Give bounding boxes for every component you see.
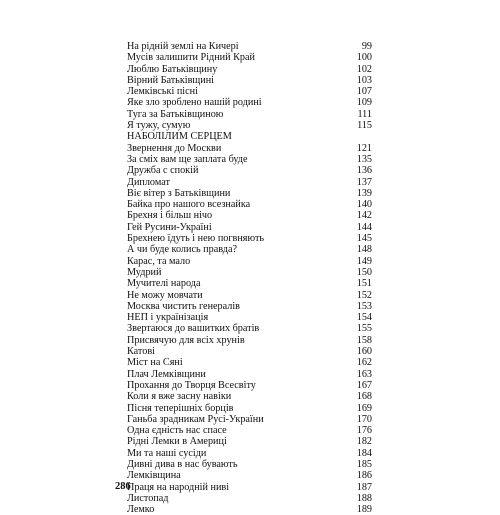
toc-entry-title: Ганьба зрадникам Русі-України xyxy=(127,413,264,425)
toc-entry xyxy=(127,109,372,120)
toc-entry-title: Дивні дива в нас бувають xyxy=(127,458,238,470)
toc-entry xyxy=(127,482,372,493)
toc-entry-page: 148 xyxy=(356,244,372,256)
toc-entry-page: 167 xyxy=(356,379,372,391)
toc-entry-title: Мудрий xyxy=(127,266,162,278)
toc-entry xyxy=(127,493,372,504)
toc-entry-page: 111 xyxy=(357,108,372,120)
toc-entry-title: Не можу мовчати xyxy=(127,289,203,301)
toc-entry xyxy=(127,459,372,470)
toc-entry-page: 168 xyxy=(356,391,372,403)
toc-entry-page: 158 xyxy=(356,334,372,346)
toc-entry-title: Міст на Сяні xyxy=(127,357,183,369)
toc-entry-title: А чи буде колись правда? xyxy=(127,244,238,256)
toc-entry xyxy=(127,470,372,481)
toc-entry xyxy=(127,97,372,108)
toc-entry-title: Лемківські пісні xyxy=(127,86,198,98)
toc-entry-page: 150 xyxy=(356,266,372,278)
toc-entry xyxy=(127,290,372,301)
toc-entry-title: За сміх вам ще заплата буде xyxy=(127,153,248,165)
toc-entry-page: 163 xyxy=(356,368,372,380)
toc-entry-title: Одна єдність нас спасе xyxy=(127,425,227,437)
toc-entry xyxy=(127,86,372,97)
toc-entry-page: 103 xyxy=(356,74,372,86)
toc-entry-page: 186 xyxy=(356,470,372,482)
toc-entry xyxy=(127,131,372,142)
toc-entry-page: 121 xyxy=(356,142,372,154)
toc-entry-title: Я тужу, сумую xyxy=(127,120,191,132)
toc-entry-title: Пісня теперішніх борців xyxy=(127,402,234,414)
toc-entry-page: 176 xyxy=(356,425,372,437)
toc-entry xyxy=(127,188,372,199)
toc-entry xyxy=(127,278,372,289)
table-of-contents xyxy=(127,41,372,515)
toc-entry xyxy=(127,143,372,154)
toc-entry-page: 136 xyxy=(356,165,372,177)
toc-entry-page: 142 xyxy=(356,210,372,222)
toc-entry-page: 182 xyxy=(356,436,372,448)
toc-entry-title: НАБОЛІЛИМ СЕРЦЕМ xyxy=(127,131,232,143)
toc-entry-title: Віє вітер з Батьківщини xyxy=(127,187,231,199)
toc-entry-page: 162 xyxy=(356,357,372,369)
toc-entry xyxy=(127,244,372,255)
toc-entry xyxy=(127,41,372,52)
toc-entry-title: Брехня і більш нічо xyxy=(127,210,213,222)
toc-entry-title: НЕП і українізація xyxy=(127,312,209,324)
toc-entry-page: 189 xyxy=(356,504,372,515)
toc-entry-title: Ми та наші сусіди xyxy=(127,447,207,459)
toc-entry-title: Лемко xyxy=(127,504,155,515)
toc-entry-page: 170 xyxy=(356,413,372,425)
toc-entry xyxy=(127,210,372,221)
toc-entry xyxy=(127,391,372,402)
toc-entry xyxy=(127,154,372,165)
toc-entry-title: Гей Русини-Україні xyxy=(127,221,212,233)
toc-entry xyxy=(127,222,372,233)
toc-entry-page: 109 xyxy=(356,97,372,109)
toc-entry xyxy=(127,448,372,459)
toc-entry xyxy=(127,436,372,447)
toc-entry-title: Звертаюся до вашитких братів xyxy=(127,323,260,335)
toc-entry xyxy=(127,335,372,346)
toc-entry-title: Мусів залишити Рідний Край xyxy=(127,52,255,64)
toc-entry-title: Прохання до Творця Всесвіту xyxy=(127,379,256,391)
toc-entry xyxy=(127,312,372,323)
toc-entry-title: Люблю Батьківщину xyxy=(127,63,218,75)
toc-entry-page: 152 xyxy=(356,289,372,301)
toc-entry-page: 188 xyxy=(356,492,372,504)
toc-entry-page: 99 xyxy=(361,41,372,52)
toc-entry xyxy=(127,199,372,210)
toc-entry-page: 100 xyxy=(356,52,372,64)
toc-entry xyxy=(127,52,372,63)
toc-entry-page: 187 xyxy=(356,481,372,493)
toc-entry xyxy=(127,165,372,176)
toc-entry-title: Карас, та мало xyxy=(127,255,191,267)
page-number: 286 xyxy=(115,481,131,492)
toc-entry xyxy=(127,256,372,267)
toc-entry xyxy=(127,233,372,244)
toc-entry-page: 160 xyxy=(356,346,372,358)
toc-entry-page: 102 xyxy=(356,63,372,75)
toc-entry-title: Мучителі народа xyxy=(127,278,201,290)
toc-entry xyxy=(127,323,372,334)
toc-entry-title: Лемківщина xyxy=(127,470,181,482)
toc-entry-page: 185 xyxy=(356,458,372,470)
toc-entry-page: 144 xyxy=(356,221,372,233)
toc-entry-title: Яке зло зроблено нашій родині xyxy=(127,97,262,109)
toc-entry-page: 149 xyxy=(356,255,372,267)
toc-entry-page: 184 xyxy=(356,447,372,459)
toc-entry-title: Катові xyxy=(127,346,155,358)
toc-entry xyxy=(127,177,372,188)
toc-entry-page: 154 xyxy=(356,312,372,324)
toc-entry-page: 151 xyxy=(356,278,372,290)
toc-entry-page: 137 xyxy=(356,176,372,188)
toc-entry xyxy=(127,64,372,75)
toc-entry-title: Дружба с спокій xyxy=(127,165,199,177)
toc-entry xyxy=(127,357,372,368)
toc-entry-page: 169 xyxy=(356,402,372,414)
toc-entry-title: Москва чистить генералів xyxy=(127,300,240,312)
toc-entry xyxy=(127,301,372,312)
toc-entry-title: Туга за Батьківщиною xyxy=(127,108,224,120)
toc-entry-page: 153 xyxy=(356,300,372,312)
toc-entry-title: Вірний Батьківщині xyxy=(127,74,214,86)
toc-entry xyxy=(127,369,372,380)
toc-entry-title: Дипломат xyxy=(127,176,170,188)
toc-entry-page: 155 xyxy=(356,323,372,335)
toc-entry-page: 135 xyxy=(356,153,372,165)
toc-entry xyxy=(127,267,372,278)
toc-entry xyxy=(127,380,372,391)
toc-entry-title: Плач Лемківщини xyxy=(127,368,206,380)
toc-entry-title: Листопад xyxy=(127,492,169,504)
toc-entry-title: Присвячую для всіх хрунів xyxy=(127,334,245,346)
toc-entry-page: 140 xyxy=(356,199,372,211)
toc-entry xyxy=(127,403,372,414)
toc-entry xyxy=(127,425,372,436)
toc-entry xyxy=(127,75,372,86)
toc-entry-title: Брехнею їдуть і нею погвняють xyxy=(127,233,265,245)
toc-entry-page: 139 xyxy=(356,187,372,199)
toc-entry-title: Звернення до Москви xyxy=(127,142,222,154)
toc-entry-page: 107 xyxy=(356,86,372,98)
toc-entry-page: 145 xyxy=(356,233,372,245)
toc-entry xyxy=(127,414,372,425)
toc-entry xyxy=(127,120,372,131)
toc-entry-title: Байка про нашого всезнайка xyxy=(127,199,251,211)
toc-entry-title: Рідні Лемки в Америці xyxy=(127,436,227,448)
toc-entry-page: 115 xyxy=(357,120,372,132)
toc-entry-title: Праця на народній ниві xyxy=(127,481,230,493)
toc-entry-title: Коли я вже засну навіки xyxy=(127,391,232,403)
toc-entry-title: На рідній землі на Кичері xyxy=(127,41,239,52)
toc-entry xyxy=(127,504,372,515)
toc-entry xyxy=(127,346,372,357)
